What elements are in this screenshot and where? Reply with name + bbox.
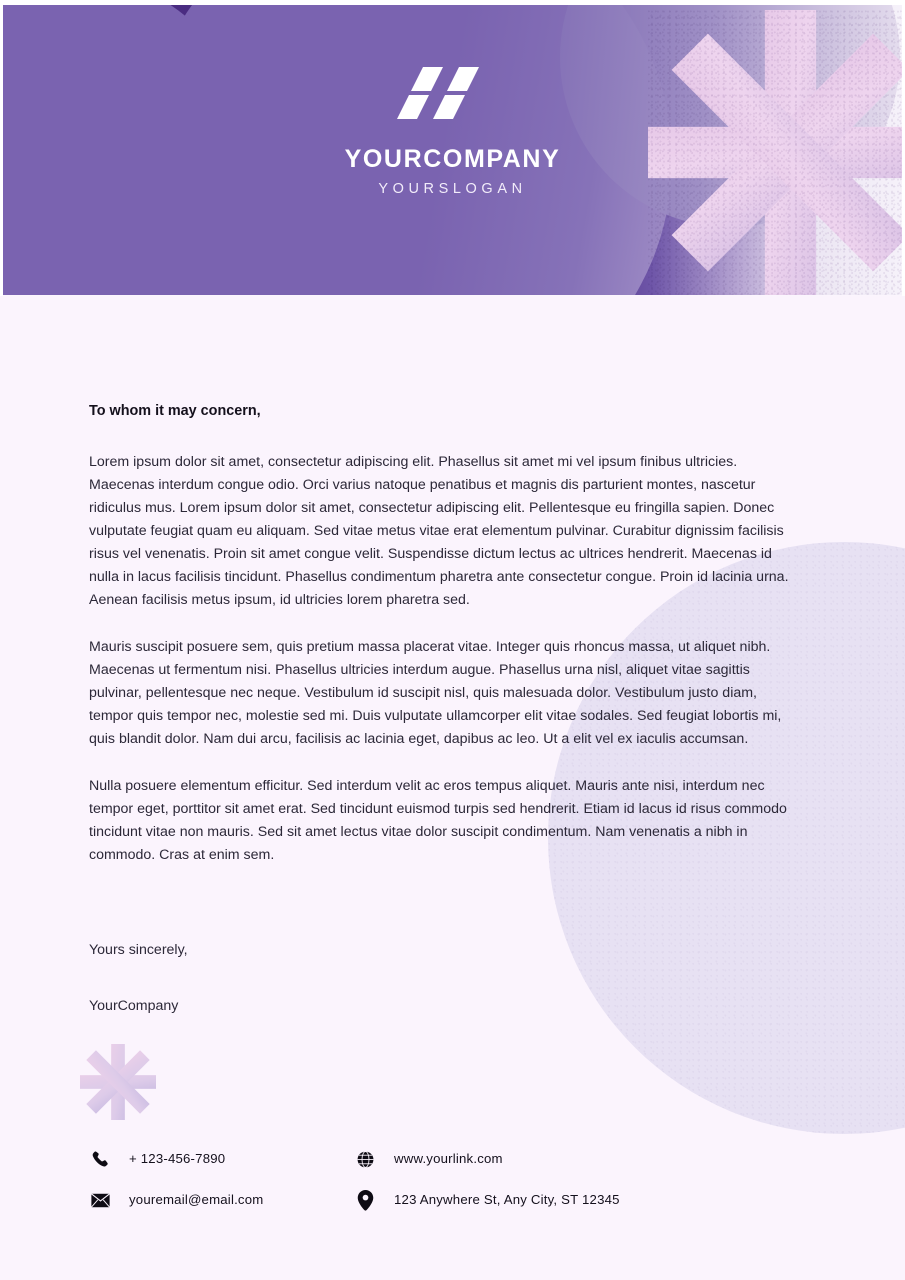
contact-row <box>89 1148 789 1170</box>
letterhead-header <box>0 5 905 295</box>
globe-icon <box>354 1148 376 1170</box>
location-pin-icon <box>354 1189 376 1211</box>
footer-contacts <box>89 1148 789 1211</box>
company-slogan: YOURSLOGAN <box>378 181 527 197</box>
contact-item-phone[interactable] <box>89 1148 354 1170</box>
website-url: www.yourlink.com <box>394 1151 503 1167</box>
phone-number: + 123-456-7890 <box>129 1151 226 1167</box>
contact-item-email[interactable] <box>89 1189 354 1211</box>
contact-row <box>89 1189 789 1211</box>
letter-content <box>89 402 795 867</box>
letter-body-area <box>0 296 905 1280</box>
letter-salutation: To whom it may concern, <box>89 403 261 419</box>
contact-item-address[interactable] <box>354 1189 754 1211</box>
header-left-margin <box>0 0 3 296</box>
brand-lockup <box>0 65 905 197</box>
phone-icon <box>89 1148 111 1170</box>
letter-signature: YourCompany <box>89 997 179 1014</box>
letter-paragraph-2: Mauris suscipit posuere sem, quis pretium massa placerat vitae. Integer quis rhoncus massa, ut aliquet nibh. Maecenas ut fermentum nisi. Phasellus ultricies interdum augue. Phasellus urna nisl, aliquet vitae sagittis pulvinar, pellentesque nec neque. Vestibulum id suscipit nisl, quis malesuada dolor. Vestibulum justo diam, tempor quis tempor nec, molestie sed mi. Duis vulputate ullamcorper elit vitae sodales. Sed feugiat lobortis mi, quis blandit dolor. Nam dui arcu, facilisis ac lacinia eget, dapibus ac leo. Ut a elit vel ex iaculis accumsan. <box>89 638 782 747</box>
letter-paragraph-1: Lorem ipsum dolor sit amet, consectetur adipiscing elit. Phasellus sit amet mi vel ipsum finibus ultricies. Maecenas interdum congue odio. Orci varius natoque penatibus et magnis dis parturient montes, nascetur ridiculus mus. Lorem ipsum dolor sit amet, consectetur adipiscing elit. Pellentesque eu fringilla sapien. Donec vulputate feugiat quam eu aliquam. Sed vitae metus vitae erat elementum pulvinar. Curabitur dignissim facilisis risus vel venenatis. Proin sit amet congue velit. Suspendisse dictum lectus ac ultrices hendrerit. Maecenas id nulla in lacus facilisis tincidunt. Phasellus condimentum pharetra ante consectetur congue. Proin id lacinia urna. Aenean facilisis metus ipsum, id ultricies lorem pharetra sed. <box>89 453 789 608</box>
letter-closing-block <box>89 941 188 1017</box>
envelope-icon <box>89 1189 111 1211</box>
header-top-margin <box>0 0 905 5</box>
monogram-logo-icon <box>397 65 509 121</box>
letter-paragraph-3: Nulla posuere elementum efficitur. Sed interdum velit ac eros tempus aliquet. Mauris ante nisi, interdum nec tempor eget, porttitor sit amet erat. Sed tincidunt euismod turpis sed hendrerit. Etiam id lacus id risus commodo tincidunt vitae non mauris. Sed sit amet lectus vitae dolor suscipit condimentum. Nam venenatis a nibh in commodo. Cras at enim sem. <box>89 777 787 863</box>
contact-item-website[interactable] <box>354 1148 754 1170</box>
company-name: YOURCOMPANY <box>344 145 561 173</box>
footer-asterisk-icon <box>80 1044 156 1120</box>
street-address: 123 Anywhere St, Any City, ST 12345 <box>394 1192 620 1208</box>
letter-closing: Yours sincerely, <box>89 942 188 958</box>
email-address: youremail@email.com <box>129 1192 264 1208</box>
